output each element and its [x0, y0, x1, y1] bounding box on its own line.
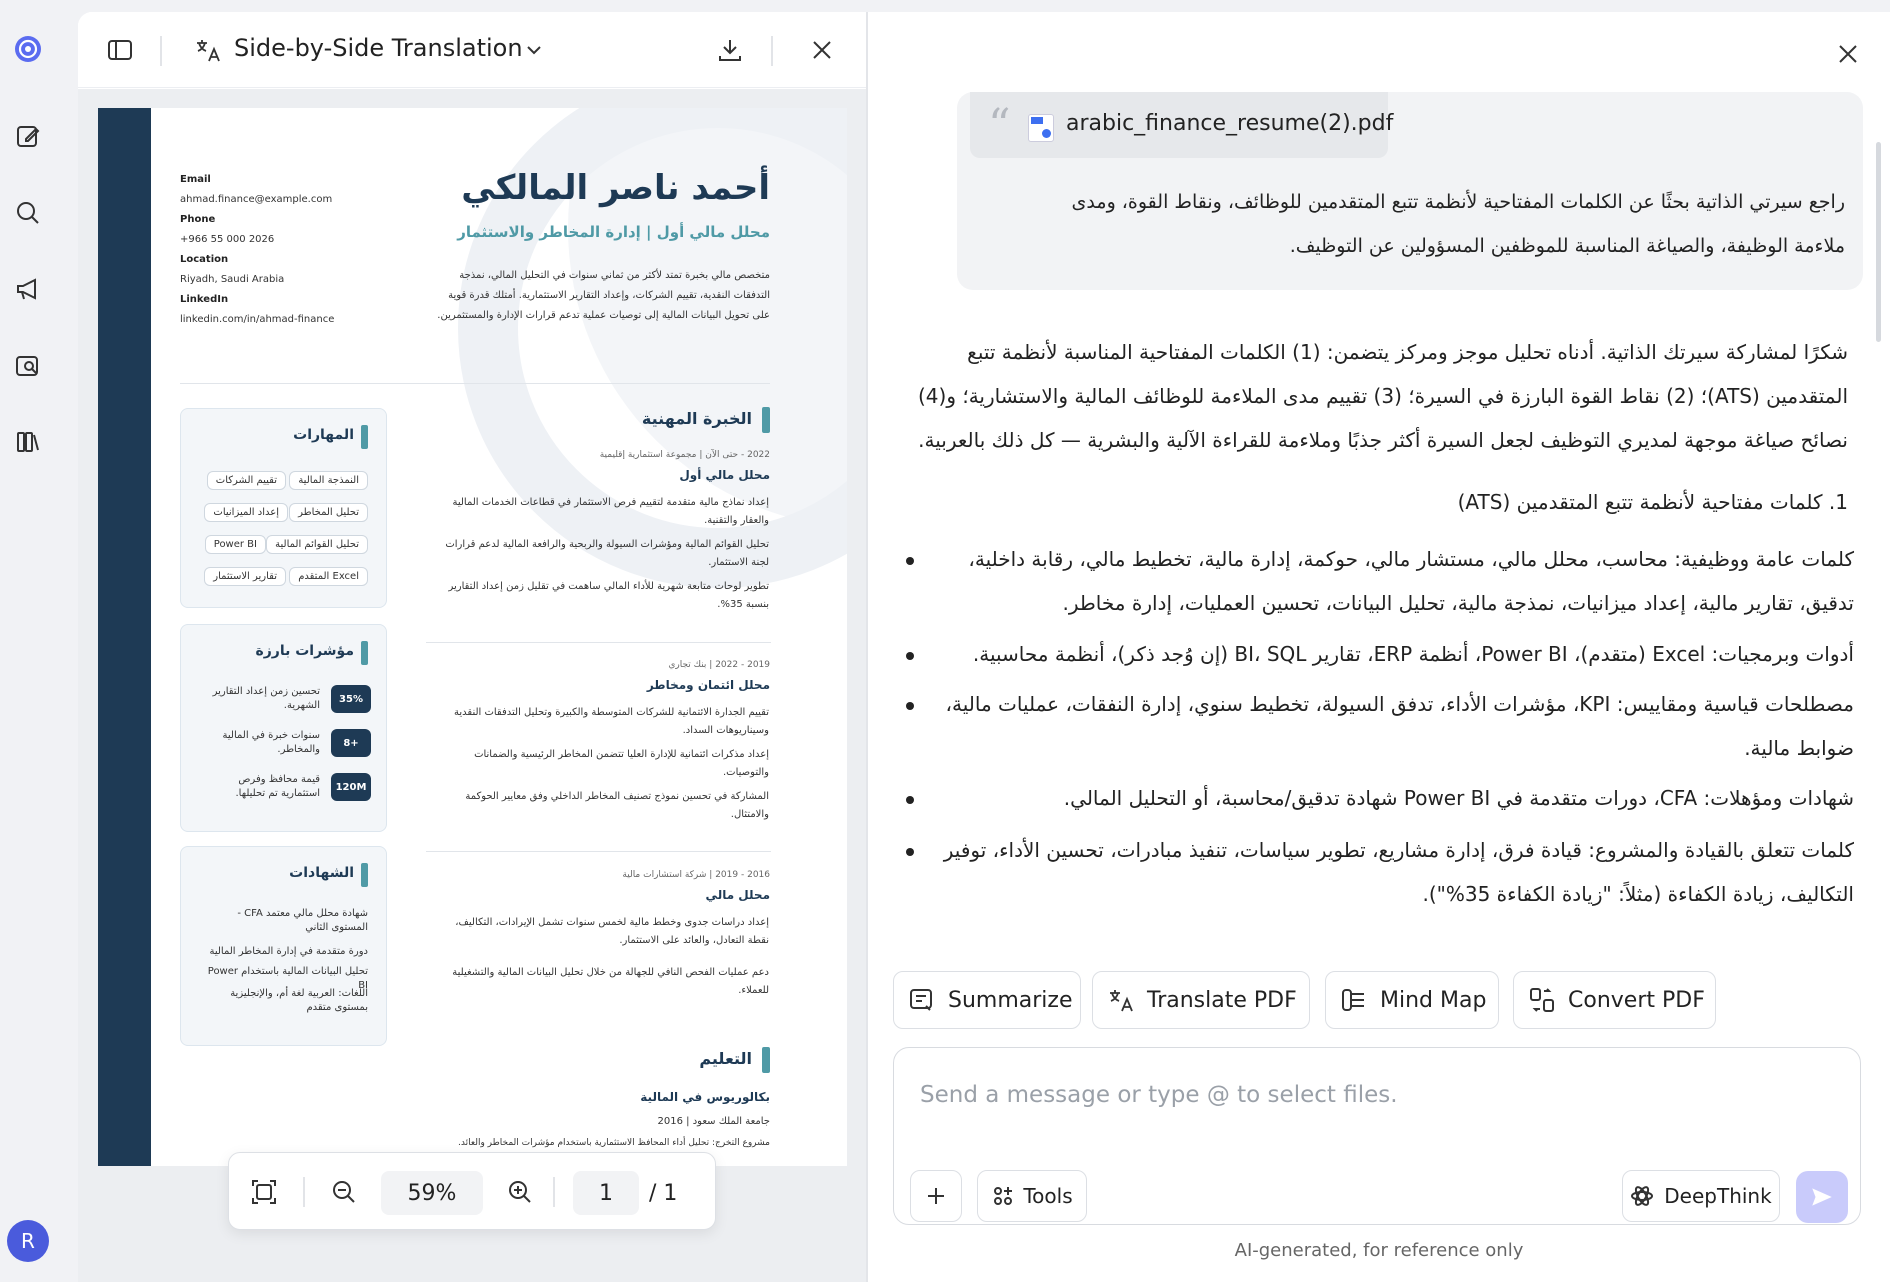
- translate-pdf-label: Translate PDF: [1147, 987, 1297, 1013]
- page-total: / 1: [649, 1181, 678, 1206]
- translation-header: [78, 12, 866, 88]
- pdf-page: [98, 108, 847, 1166]
- answer-heading: 1. كلمات مفتاحية لأنظمة تتبع المتقدمين (ATS): [1457, 490, 1848, 514]
- answer-intro: شكرًا لمشاركة سيرتك الذاتية. أدناه تحليل موجز ومركز يتضمن: (1) الكلمات المفتاحية المناسبة لأنظمة تتبع المتقدمين (ATS)؛ (2) نقاط القوة البارزة في السيرة؛ (3) تقييم مدى الملاءمة للوظائف المالية والاستشارية؛ و(4) نصائح صياغة موجهة لمديري التوظيف لجعل السيرة أكثر جذبًا وملاءمة للقراءة الآلية والبشرية — كل ذلك بالعربية.: [917, 340, 1848, 452]
- kpi-text: قيمة محافظ وفرص استثمارية تم تحليلها.: [235, 774, 320, 799]
- contact-label: Location: [180, 254, 229, 265]
- header-divider: [771, 36, 773, 66]
- job-meta: 2022 - حتى الآن | مجموعة استثمارية إقليمية: [599, 450, 770, 460]
- kpi-title: مؤشرات بارزة: [255, 643, 354, 659]
- mind-map-label: Mind Map: [1380, 987, 1487, 1013]
- translate-icon: [190, 32, 226, 68]
- bullet-dot: [906, 848, 914, 856]
- bullet-text: أدوات وبرمجيات: Excel (متقدم)، Power BI، أنظمة ERP، تقارير BI، SQL (إن وُجد ذكر)، أنظمة محاسبية.: [972, 642, 1854, 666]
- app-logo-icon[interactable]: [8, 29, 48, 69]
- skill-chip: تقارير الاستثمار: [204, 567, 286, 586]
- certs-title: الشهادات: [289, 865, 354, 881]
- bullet-text: شهادات ومؤهلات: CFA، دورات متقدمة في Power BI شهادة تدقيق/محاسبة، أو التحليل المالي.: [1063, 786, 1854, 810]
- summarize-icon: [908, 986, 936, 1014]
- bullet-text: مصطلحات قياسية ومقاييس: KPI، مؤشرات الأداء، تدفق السيولة، تخطيط سنوي، إدارة النفقات، عمليات مالية، ضوابط مالية.: [945, 692, 1854, 760]
- send-button[interactable]: [1796, 1171, 1848, 1223]
- section-bar: [361, 863, 368, 887]
- resume-role: محلل مالي أول | إدارة المخاطر والاستثمار: [457, 223, 770, 241]
- skill-chip: تحليل القوائم المالية: [266, 535, 368, 554]
- toolbar-divider: [303, 1177, 305, 1207]
- panel-title[interactable]: Side-by-Side Translation: [234, 34, 523, 62]
- zoom-toolbar: [228, 1152, 716, 1230]
- chat-panel: [868, 12, 1890, 1282]
- cert-item: اللغات: العربية لغة أم، والإنجليزية بمستوى متقدم: [230, 988, 368, 1013]
- cert-item: شهادة محلل مالي معتمد CFA - المستوى الثاني: [237, 908, 368, 933]
- convert-pdf-button[interactable]: [1513, 971, 1716, 1029]
- attached-file-chip[interactable]: [970, 92, 1394, 158]
- zoom-out-icon[interactable]: [327, 1175, 361, 1209]
- job-bullet: إعداد نماذج مالية متقدمة لتقييم فرص الاستثمار في قطاعات الخدمات المالية والعقار والتقنية.: [452, 497, 769, 526]
- pdf-file-icon: [1028, 114, 1054, 142]
- skill-chip: إعداد الميزانيات: [204, 503, 288, 522]
- job-bullet: دعم عمليات الفحص النافي للجهالة من خلال تحليل البيانات المالية والتشغيلية للعملاء.: [452, 967, 769, 996]
- skills-card: [180, 408, 387, 608]
- zoom-level[interactable]: 59%: [381, 1171, 483, 1215]
- search-icon[interactable]: [8, 193, 48, 233]
- kpi-card: [180, 624, 387, 832]
- kpi-badge: 35%: [331, 685, 371, 713]
- bullet-dot: [906, 702, 914, 710]
- image-search-icon[interactable]: [8, 346, 48, 386]
- school: جامعة الملك سعود | 2016: [657, 1116, 770, 1127]
- tools-icon: [991, 1184, 1015, 1208]
- deepthink-icon: [1630, 1184, 1654, 1208]
- close-icon[interactable]: [804, 32, 840, 68]
- mind-map-icon: [1340, 986, 1368, 1014]
- chat-scrollbar[interactable]: [1876, 142, 1881, 342]
- sidebar-toggle-icon[interactable]: [102, 32, 138, 68]
- job-bullet: المشاركة في تحسين نموذج تصنيف المخاطر الداخلي وفق معايير الحوكمة والامتثال.: [465, 791, 769, 820]
- page-number-input[interactable]: 1: [573, 1171, 639, 1215]
- summary-line: التدفقات النقدية، تقييم الشركات، وإعداد التقارير الاستثمارية. أمتلك قدرة قوية: [448, 290, 770, 301]
- add-attachment-button[interactable]: [910, 1170, 962, 1222]
- job-bullet: إعداد دراسات جدوى وخطط مالية لخمس سنوات تشمل الإيرادات، التكاليف، نقطة التعادل، والعائد على الاستثمار.: [455, 917, 769, 946]
- chevron-down-icon[interactable]: [516, 32, 552, 68]
- library-icon[interactable]: [8, 422, 48, 462]
- attached-file-name: arabic_finance_resume(2).pdf: [1066, 111, 1394, 136]
- zoom-in-icon[interactable]: [503, 1175, 537, 1209]
- contact-label: Phone: [180, 214, 216, 225]
- translate-icon: [1107, 986, 1135, 1014]
- contact-value: Riyadh, Saudi Arabia: [180, 274, 285, 285]
- message-input[interactable]: Send a message or type @ to select files.: [920, 1082, 1398, 1108]
- summary-line: متخصص مالي بخبرة تمتد لأكثر من ثماني سنوات في التحليل المالي، نمذجة: [459, 270, 770, 281]
- ai-disclaimer: AI-generated, for reference only: [1234, 1240, 1524, 1261]
- section-bar: [361, 641, 368, 665]
- user-message-text: راجع سيرتي الذاتية بحثًا عن الكلمات المفتاحية لأنظمة تتبع المتقدمين للوظائف، ونقاط القوة، ومدى ملاءمة الوظيفة، والصياغة المناسبة للموظفين المسؤولين عن التوظيف.: [1071, 191, 1845, 257]
- header-divider: [160, 36, 162, 66]
- education-title: التعليم: [699, 1049, 752, 1068]
- mind-map-button[interactable]: [1325, 971, 1499, 1029]
- section-bar: [361, 425, 368, 449]
- resume-name: أحمد ناصر المالكي: [461, 168, 770, 208]
- summarize-label: Summarize: [948, 987, 1073, 1013]
- job-meta: 2016 - 2019 | شركة استشارات مالية: [622, 870, 770, 880]
- contact-value: linkedin.com/in/ahmad-finance: [180, 314, 335, 325]
- pdf-viewer[interactable]: [78, 89, 866, 1282]
- kpi-badge: 120M: [331, 773, 371, 801]
- job-title: محلل مالي: [705, 888, 770, 902]
- section-divider: [426, 642, 771, 643]
- bullet-text: كلمات عامة ووظيفية: محاسب، محلل مالي، مستشار مالي، حوكمة، إدارة مالية، تخطيط مالي، رقابة داخلية، تدقيق، تقارير مالية، إعداد ميزانيات، نمذجة مالية، تحليل البيانات، تحسين العمليات، إدارة مخاطر.: [968, 547, 1854, 615]
- skill-chip: النمذجة المالية: [289, 471, 368, 490]
- edit-icon[interactable]: [8, 116, 48, 156]
- user-message: [957, 92, 1863, 290]
- summary-line: على تحويل البيانات المالية إلى توصيات عملية تدعم قرارات الإدارة والمستثمرين.: [437, 310, 770, 321]
- section-divider: [180, 383, 770, 384]
- toolbar-divider: [553, 1177, 555, 1207]
- fit-page-icon[interactable]: [247, 1175, 281, 1209]
- page-side-band: [98, 108, 151, 1166]
- job-title: محلل مالي أول: [679, 468, 770, 482]
- section-bar: [762, 407, 770, 433]
- scroll-fade: [868, 932, 1868, 972]
- quote-icon: “: [988, 100, 1011, 151]
- convert-icon: [1528, 986, 1556, 1014]
- user-avatar[interactable]: R: [7, 1220, 49, 1262]
- skill-chip: تقييم الشركات: [207, 471, 286, 490]
- graduation-project: مشروع التخرج: تحليل أداء المحافظ الاستثمارية باستخدام مؤشرات المخاطر والعائد.: [458, 1138, 770, 1148]
- cert-item: دورة متقدمة في إدارة المخاطر المالية: [209, 946, 368, 957]
- section-divider: [426, 851, 771, 852]
- left-rail: [0, 0, 56, 1282]
- certifications-card: [180, 846, 387, 1046]
- tools-label: Tools: [1023, 1184, 1073, 1208]
- summarize-button[interactable]: [893, 971, 1081, 1029]
- bullet-dot: [906, 557, 914, 565]
- skill-chip: Power BI: [205, 535, 266, 554]
- experience-title: الخبرة المهنية: [641, 409, 752, 428]
- contact-label: Email: [180, 174, 211, 185]
- contact-value: ahmad.finance@example.com: [180, 194, 333, 205]
- job-bullet: تحليل القوائم المالية ومؤشرات السيولة والربحية والرافعة المالية لدعم قرارات لجنة الاستثمار.: [445, 539, 769, 568]
- bullet-text: كلمات تتعلق بالقيادة والمشروع: قيادة فرق، إدارة مشاريع، تطوير سياسات، تنفيذ مبادرات، تحسين الأداء، توفير التكاليف، زيادة الكفاءة (مثلاً: "زيادة الكفاءة 35%").: [943, 838, 1854, 906]
- job-meta: 2019 - 2022 | بنك تجاري: [668, 660, 770, 670]
- plus-icon: [924, 1184, 948, 1208]
- translate-pdf-button[interactable]: [1092, 971, 1310, 1029]
- degree: بكالوريوس في المالية: [640, 1090, 770, 1104]
- section-bar: [762, 1047, 770, 1073]
- bullet-dot: [906, 796, 914, 804]
- download-icon[interactable]: [712, 32, 748, 68]
- kpi-text: تحسين زمن إعداد التقارير الشهرية.: [212, 686, 320, 711]
- skill-chip: Excel المتقدم: [289, 567, 368, 586]
- contact-label: LinkedIn: [180, 294, 229, 305]
- tools-button[interactable]: [977, 1170, 1087, 1222]
- send-icon: [1809, 1184, 1835, 1210]
- bullet-dot: [906, 652, 914, 660]
- job-bullet: إعداد مذكرات ائتمانية للإدارة العليا تتضمن المخاطر الرئيسية والضمانات والتوصيات.: [474, 749, 769, 778]
- job-bullet: تقييم الجدارة الائتمانية للشركات المتوسطة والكبيرة وتحليل التدفقات النقدية وسيناريوهات السداد.: [454, 707, 769, 736]
- job-bullet: تطوير لوحات متابعة شهرية للأداء المالي ساهمت في تقليل زمن إعداد التقارير بنسبة 35%.: [448, 581, 769, 610]
- message-input-box[interactable]: [893, 1047, 1861, 1225]
- skill-chip: تحليل المخاطر: [289, 503, 368, 522]
- contact-value: +966 55 000 2026: [180, 234, 275, 245]
- deepthink-button[interactable]: [1622, 1170, 1780, 1222]
- convert-pdf-label: Convert PDF: [1568, 987, 1705, 1013]
- deepthink-label: DeepThink: [1664, 1184, 1772, 1208]
- job-title: محلل ائتمان ومخاطر: [646, 678, 770, 692]
- cert-item: تحليل البيانات المالية باستخدام Power BI: [207, 966, 368, 991]
- close-icon[interactable]: [1830, 36, 1866, 72]
- megaphone-icon[interactable]: [8, 269, 48, 309]
- skills-title: المهارات: [293, 427, 354, 443]
- kpi-badge: 8+: [331, 729, 371, 757]
- kpi-text: سنوات خبرة في المالية والمخاطر.: [222, 730, 320, 755]
- translation-panel: [78, 12, 866, 1282]
